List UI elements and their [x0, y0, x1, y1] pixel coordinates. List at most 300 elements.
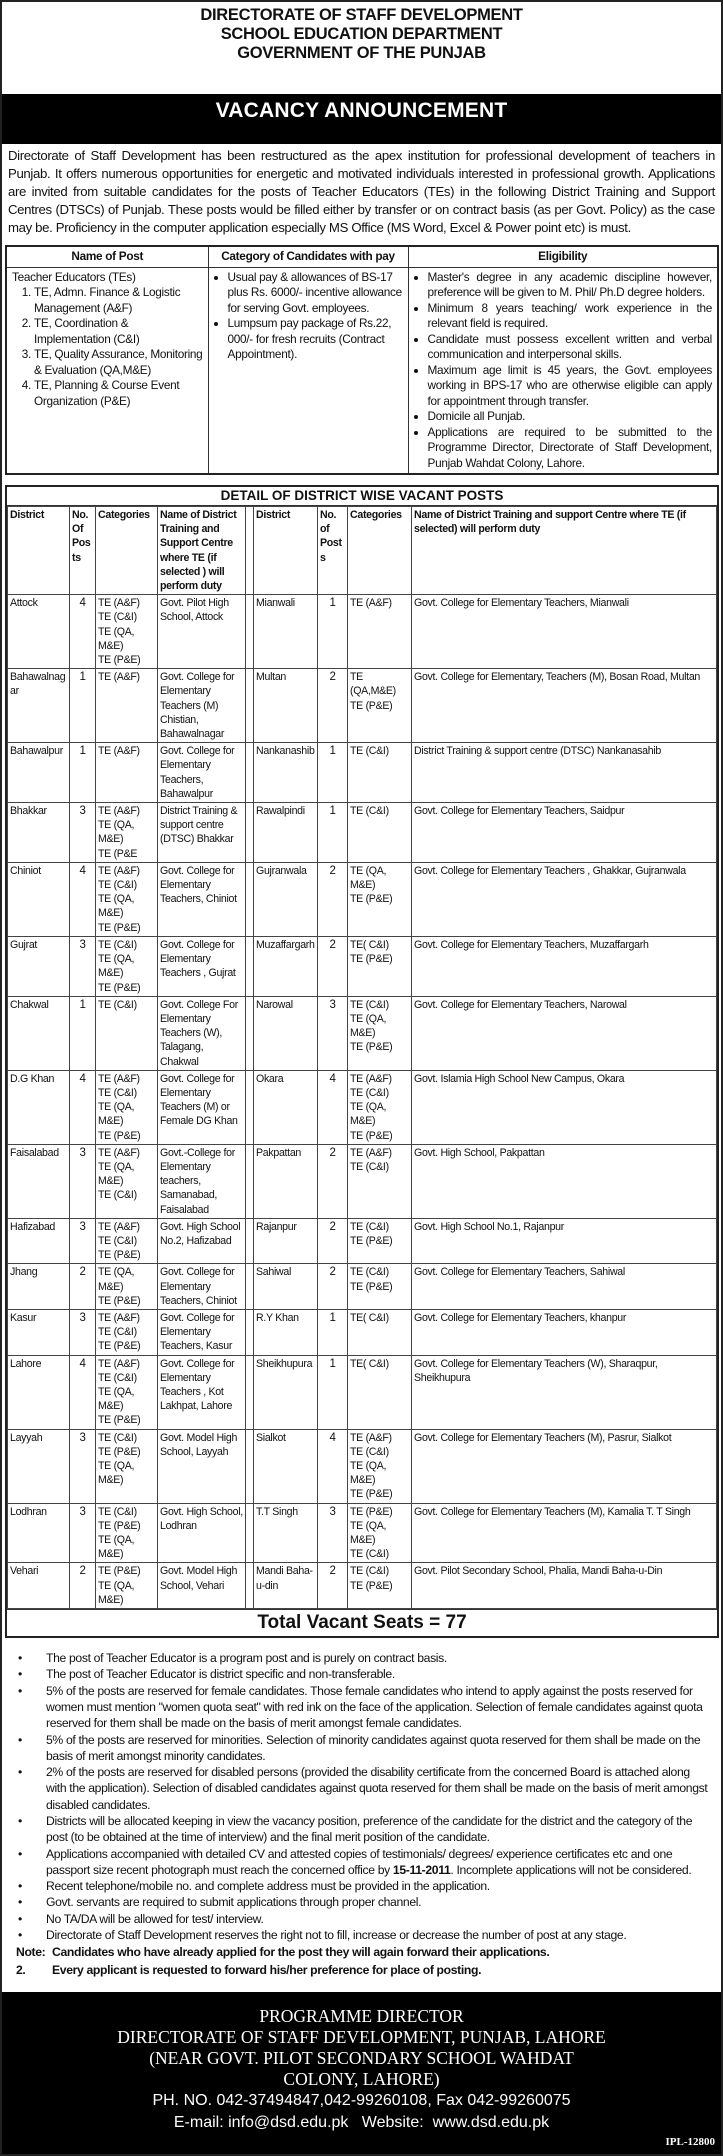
- categories: [348, 1264, 412, 1310]
- category: TE( C&I): [350, 1357, 389, 1370]
- categories: [96, 595, 158, 669]
- table-row: [8, 803, 717, 863]
- posts-count: 1: [318, 743, 348, 803]
- category: TE (P&E): [350, 1129, 393, 1142]
- training-centre: Govt. College for Elementary Teachers, Chiniot: [158, 862, 246, 936]
- training-centre: Govt.-College for Elementary teachers, Samanabad, Faisalabad: [158, 1144, 246, 1218]
- training-centre: Govt. College for Elementary Teachers , Gujrat: [158, 936, 246, 996]
- posts-count: 4: [70, 862, 96, 936]
- contact-footer: [2, 1992, 721, 2154]
- category: TE (C&I): [350, 1220, 389, 1233]
- category: TE (C&I): [98, 879, 137, 892]
- district-name: Chiniot: [8, 862, 70, 936]
- category: TE (P&E): [98, 921, 141, 934]
- district-name: Layyah: [8, 1429, 70, 1503]
- table-row: [8, 595, 717, 669]
- posts-count: 1: [70, 669, 96, 743]
- notes: [16, 1944, 711, 1978]
- category: TE (C&I): [350, 1086, 389, 1099]
- district-name: Faisalabad: [8, 1144, 70, 1218]
- condition-item: • No TA/DA will be allowed for test/ interview.: [16, 1911, 711, 1927]
- column-header: Name of District Training and support Centre where TE (if selected) will perform duty: [412, 507, 717, 595]
- district-name: Pakpattan: [254, 1144, 318, 1218]
- posts-count: 2: [318, 1264, 348, 1310]
- vacancy-banner: VACANCY ANNOUNCEMENT: [2, 94, 721, 144]
- district-table: [7, 506, 717, 1609]
- category: TE (P&E): [350, 1488, 393, 1501]
- pay-list: [214, 270, 403, 363]
- categories: [348, 1070, 412, 1144]
- training-centre: Govt. High School No.2, Hafizabad: [158, 1218, 246, 1264]
- category: TE (A&F): [98, 1220, 140, 1233]
- pay-item: • Lumpsum pay package of Rs.22, 000/- for fresh recruits (Contract Appointment).: [228, 316, 403, 363]
- categories: [348, 743, 412, 803]
- training-centre: Govt. High School No.1, Rajanpur: [412, 1218, 717, 1264]
- district-name: T.T Singh: [254, 1503, 318, 1563]
- spacer-cell: [246, 1355, 254, 1429]
- category: TE (QA, M&E): [98, 1101, 135, 1128]
- category: TE (P&E): [98, 1294, 141, 1307]
- district-name: Jhang: [8, 1264, 70, 1310]
- training-centre: Govt. College for Elementary Teachers (M), Kamalia T. T Singh: [412, 1503, 717, 1563]
- training-centre: Govt. College for Elementary Teachers, Sahiwal: [412, 1264, 717, 1310]
- post-item: 4. TE, Planning & Course Event Organization (P&E): [34, 378, 203, 409]
- category: TE (C&I): [350, 1266, 389, 1279]
- posts-count: 4: [70, 1355, 96, 1429]
- spacer-cell: [246, 803, 254, 863]
- category: TE (P&E): [350, 1505, 393, 1518]
- eligibility-item: • Master's degree in any academic discipline however, preference will be given to M. Phil/ Ph.D degree holders.: [428, 270, 713, 301]
- categories: [96, 1144, 158, 1218]
- posts-count: 4: [318, 1429, 348, 1503]
- posts-count: 3: [70, 1503, 96, 1563]
- posts-count: 1: [70, 996, 96, 1070]
- table-row: [8, 669, 717, 743]
- district-name: Bahawalnagar: [8, 669, 70, 743]
- category: TE (QA, M&E): [98, 1160, 135, 1188]
- category: TE (P&E): [98, 1519, 141, 1532]
- category: TE (QA, M&E): [350, 864, 387, 892]
- category: TE (A&F): [98, 1357, 140, 1370]
- categories: [96, 743, 158, 803]
- post-item: 3. TE, Quality Assurance, Monitoring & Evaluation (QA,M&E): [34, 347, 203, 378]
- training-centre: District Training & support centre (DTSC) Bhakkar: [158, 803, 246, 863]
- post-title: Teacher Educators (TEs): [12, 269, 136, 284]
- condition-item: • Applications accompanied with detailed CV and attested copies of testimonials/ degrees/ experience certificates etc and one passport size recent photograph must reach the concerned office by 15-11-2011. Incomplete applications will not be considered.: [16, 1846, 711, 1879]
- category: TE (A&F): [98, 745, 140, 758]
- posts-count: 1: [70, 743, 96, 803]
- column-header: Category of Candidates with pay: [208, 246, 408, 267]
- category: TE (QA, M&E): [98, 819, 135, 846]
- category: TE (A&F): [98, 864, 140, 877]
- category: TE (P&E): [350, 1234, 393, 1247]
- district-name: Bahawalpur: [8, 743, 70, 803]
- footer-phone: PH. NO. 042-37494847,042-99260108, Fax 042-99260075: [152, 2091, 571, 2109]
- posts-count: 1: [318, 595, 348, 669]
- ad-code: IPL-12800: [665, 2135, 715, 2148]
- spacer-cell: [246, 1264, 254, 1310]
- table-row: [8, 1563, 717, 1609]
- footer-org: DIRECTORATE OF STAFF DEVELOPMENT, PUNJAB, LAHORE: [117, 2026, 606, 2047]
- category: TE (C&I): [98, 998, 137, 1011]
- category: TE (C&I): [98, 938, 137, 951]
- posts-count: 3: [70, 1218, 96, 1264]
- district-name: Chakwal: [8, 996, 70, 1070]
- category: TE (P&E): [98, 1340, 141, 1353]
- table-row: [8, 1355, 717, 1429]
- category: TE (C&I): [350, 805, 389, 818]
- posts-count: 3: [70, 803, 96, 863]
- category: TE (A&F): [98, 805, 140, 818]
- categories: [348, 1309, 412, 1355]
- column-header: Name of Post: [6, 246, 208, 267]
- district-name: Muzaffargarh: [254, 936, 318, 996]
- department-name: SCHOOL EDUCATION DEPARTMENT: [220, 25, 503, 43]
- categories: [96, 1563, 158, 1609]
- district-table-title: DETAIL OF DISTRICT WISE VACANT POSTS: [7, 487, 717, 506]
- posts-count: 2: [70, 1264, 96, 1310]
- training-centre: District Training & support centre (DTSC) Nankanasahib: [412, 743, 717, 803]
- table-row: [8, 1429, 717, 1503]
- categories: [96, 1503, 158, 1563]
- eligibility-item: • Applications are required to be submitted to the Programme Director, Directorate of Staff Development, Punjab Wahdat Colony, Lahore.: [428, 425, 713, 472]
- category: TE (C&I): [98, 1371, 137, 1384]
- category: TE (P&E): [98, 654, 141, 667]
- column-header: Eligibility: [408, 246, 718, 267]
- column-header: No. Of Posts: [70, 507, 96, 595]
- category: TE (QA, M&E): [98, 953, 135, 980]
- categories: [96, 1070, 158, 1144]
- category: TE (C&I): [98, 611, 137, 624]
- table-row: [8, 996, 717, 1070]
- category: TE (A&F): [350, 1072, 392, 1085]
- spacer-cell: [246, 743, 254, 803]
- categories: [348, 669, 412, 743]
- posts-count: 3: [70, 1429, 96, 1503]
- category: TE (QA, M&E): [350, 1519, 387, 1547]
- categories: [96, 996, 158, 1070]
- category: TE (QA, M&E): [350, 1460, 387, 1487]
- table-row: [8, 1503, 717, 1563]
- spacer-cell: [246, 936, 254, 996]
- spacer-cell: [246, 996, 254, 1070]
- category: TE (QA, M&E): [98, 1534, 135, 1561]
- posts-count: 3: [70, 936, 96, 996]
- spacer-cell: [246, 1144, 254, 1218]
- post-list: [12, 285, 203, 409]
- district-name: Sahiwal: [254, 1264, 318, 1310]
- training-centre: Govt. Pilot High School, Attock: [158, 595, 246, 669]
- total-vacant-seats: Total Vacant Seats = 77: [7, 1609, 717, 1636]
- eligibility-table: [5, 245, 719, 475]
- categories: [348, 595, 412, 669]
- table-row: [8, 1144, 717, 1218]
- category: TE (P&E): [350, 699, 393, 712]
- table-row: [8, 1218, 717, 1264]
- categories: [96, 1429, 158, 1503]
- category: TE (P&E): [350, 1280, 393, 1293]
- deadline-date: 15-11-2011: [389, 1862, 451, 1877]
- eligibility-item: • Candidate must possess excellent written and verbal communication and interpersonal skills.: [428, 332, 713, 363]
- posts-count: 2: [318, 1144, 348, 1218]
- column-header: No. of Posts: [318, 507, 348, 595]
- training-centre: Govt. College for Elementary Teachers, Chiniot: [158, 1264, 246, 1310]
- category: TE (QA, M&E): [98, 1385, 135, 1413]
- district-name: Rajanpur: [254, 1218, 318, 1264]
- category: TE (C&I): [350, 1565, 389, 1578]
- categories: [96, 1309, 158, 1355]
- condition-item: • Districts will be allocated keeping in view the vacancy position, preference of the candidate for the district and the category of the post (to be obtained at the time of interview) and the final merit position of the candidate.: [16, 1813, 711, 1846]
- category: TE (P&E): [98, 1565, 141, 1578]
- district-name: D.G Khan: [8, 1070, 70, 1144]
- category: TE (P&E): [350, 953, 393, 966]
- posts-count: 4: [70, 1070, 96, 1144]
- district-name: Multan: [254, 669, 318, 743]
- district-name: Sheikhupura: [254, 1355, 318, 1429]
- posts-count: 2: [318, 862, 348, 936]
- category: TE (A&F): [98, 1146, 140, 1159]
- categories: [96, 862, 158, 936]
- condition-item: • 5% of the posts are reserved for minorities. Selection of minority candidates against quota reserved for them shall be made on the basis of merit amongst minority candidates.: [16, 1732, 711, 1765]
- footer-address-2: COLONY, LAHORE): [283, 2068, 440, 2089]
- district-name: Hafizabad: [8, 1218, 70, 1264]
- district-name: Attock: [8, 595, 70, 669]
- training-centre: Govt. College For Elementary Teachers (W), Talagang, Chakwal: [158, 996, 246, 1070]
- eligibility-cell: [408, 267, 718, 474]
- condition-item: • Recent telephone/mobile no. and complete address must be provided in the application.: [16, 1878, 711, 1894]
- training-centre: Govt. High School, Pakpattan: [412, 1144, 717, 1218]
- district-name: Narowal: [254, 996, 318, 1070]
- spacer-cell: [246, 1218, 254, 1264]
- categories: [96, 936, 158, 996]
- district-name: Lodhran: [8, 1503, 70, 1563]
- posts-count: 2: [70, 1563, 96, 1609]
- category: TE (P&E): [98, 1249, 141, 1262]
- categories: [348, 1218, 412, 1264]
- category: TE (A&F): [98, 671, 140, 684]
- training-centre: Govt. College for Elementary Teachers, Saidpur: [412, 803, 717, 863]
- category: TE (C&I): [350, 1548, 389, 1561]
- column-header: Categories: [96, 507, 158, 595]
- note-label: Note:: [16, 1945, 46, 1960]
- categories: [348, 1355, 412, 1429]
- category: TE (A&F): [98, 1311, 140, 1324]
- conditions-list: [16, 1650, 711, 1943]
- posts-count: 4: [70, 595, 96, 669]
- column-header: District: [8, 507, 70, 595]
- training-centre: Govt. College for Elementary Teachers (W), Sharaqpur, Sheikhupura: [412, 1355, 717, 1429]
- training-centre: Govt. Pilot Secondary School, Phalia, Mandi Baha-u-Din: [412, 1563, 717, 1609]
- category: TE (P&E): [98, 1414, 141, 1427]
- category: TE (QA, M&E): [98, 1579, 135, 1606]
- posts-count: 1: [318, 1309, 348, 1355]
- category: TE (A&F): [350, 1431, 392, 1444]
- categories: [96, 1355, 158, 1429]
- posts-count: 2: [318, 669, 348, 743]
- category: TE (C&I): [98, 1326, 137, 1339]
- pay-cell: [208, 267, 408, 474]
- category: TE (A&F): [350, 597, 392, 610]
- training-centre: Govt. College for Elementary Teachers , Kot Lakhpat, Lahore: [158, 1355, 246, 1429]
- categories: [348, 1563, 412, 1609]
- district-name: Kasur: [8, 1309, 70, 1355]
- category: TE (C&I): [350, 1160, 389, 1173]
- training-centre: Govt. Model High School, Layyah: [158, 1429, 246, 1503]
- categories: [348, 1144, 412, 1218]
- category: TE (C&I): [98, 1505, 137, 1518]
- training-centre: Govt. College for Elementary Teachers, Muzaffargarh: [412, 936, 717, 996]
- footer-contact: E-mail: info@dsd.edu.pk Website: www.dsd.edu.pk: [173, 2113, 550, 2131]
- district-name: Rawalpindi: [254, 803, 318, 863]
- category: TE (P&E): [98, 1445, 141, 1458]
- footer-address: (NEAR GOVT. PILOT SECONDARY SCHOOL WAHDAT: [149, 2047, 574, 2068]
- category: TE (P&E): [98, 981, 141, 994]
- district-name: R.Y Khan: [254, 1309, 318, 1355]
- training-centre: Govt. College for Elementary Teachers , Ghakkar, Gujranwala: [412, 862, 717, 936]
- training-centre: Govt. College for Elementary Teachers (M) or Female DG Khan: [158, 1070, 246, 1144]
- category: TE (A&F): [350, 1146, 392, 1159]
- category: TE (P&E): [350, 893, 393, 906]
- category: TE (C&I): [98, 1431, 137, 1444]
- category: TE (C&I): [98, 1234, 137, 1247]
- eligibility-item: • Domicile all Punjab.: [428, 409, 713, 425]
- district-name: Nankanashib: [254, 743, 318, 803]
- training-centre: Govt. Islamia High School New Campus, Okara: [412, 1070, 717, 1144]
- condition-item: • 5% of the posts are reserved for female candidates. Those female candidates who intend to apply against the posts reserved for women must mention "women quota seat" with red ink on the face of the application. Selection of female candidates against quota reserved for them shall be made on the basis of merit amongst female candidates.: [16, 1683, 711, 1732]
- posts-count: 4: [318, 1070, 348, 1144]
- pay-item: • Usual pay & allowances of BS-17 plus Rs. 6000/- incentive allowance for serving Govt. employees.: [228, 270, 403, 317]
- eligibility-item: • Minimum 8 years teaching/ work experience in the relevant field is required.: [428, 301, 713, 332]
- district-name: Gujrat: [8, 936, 70, 996]
- intro-paragraph: Directorate of Staff Development has been restructured as the apex institution for professional development of teachers in Punjab. It offers numerous opportunities for energetic and motivated individuals interested in professional growth. Applications are invited from suitable candidates for the posts of Teacher Educators (TEs) in the following District Training and Support Centres (DTSCs) of Punjab. These posts would be filled either by transfer or on contract basis (as per Govt. Policy) as the case may be. Proficiency in the computer application especially MS Office (MS Word, Excel & Power point etc) is must.: [8, 148, 715, 235]
- spacer-cell: [246, 1070, 254, 1144]
- category: TE (QA, M&E): [98, 893, 135, 920]
- category: TE (QA, M&E): [98, 625, 135, 652]
- post-item: 1. TE, Admn. Finance & Logistic Management (A&F): [34, 285, 203, 316]
- category: TE (P&E: [98, 847, 138, 860]
- eligibility-item: • Maximum age limit is 45 years, the Govt. employees working in BPS-17 who are otherwise eligible can apply for appointment through transfer.: [428, 363, 713, 410]
- categories: [348, 936, 412, 996]
- district-table-section: [5, 485, 719, 1638]
- category: TE (QA, M&E): [98, 1266, 135, 1293]
- category: TE (C&I): [98, 1189, 137, 1202]
- training-centre: Govt. College for Elementary Teachers (M) Chistian, Bahawalnagar: [158, 669, 246, 743]
- category: TE (C&I): [350, 745, 389, 758]
- training-centre: Govt. College for Elementary Teachers, Mianwali: [412, 595, 717, 669]
- table-row: [8, 1309, 717, 1355]
- condition-item: • The post of Teacher Educator is district specific and non-transferable.: [16, 1666, 711, 1682]
- categories: [348, 996, 412, 1070]
- footer-title: PROGRAMME DIRECTOR: [259, 2005, 464, 2026]
- category: TE (A&F): [98, 1072, 140, 1085]
- category: TE( C&I): [350, 1311, 389, 1324]
- category: TE (QA,M&E): [350, 671, 396, 698]
- district-name: Vehari: [8, 1563, 70, 1609]
- training-centre: Govt. College for Elementary Teachers, Bahawalpur: [158, 743, 246, 803]
- category: TE (P&E): [350, 1579, 393, 1592]
- posts-count: 1: [318, 1355, 348, 1429]
- condition-item: • The post of Teacher Educator is a program post and is purely on contract basis.: [16, 1650, 711, 1666]
- eligibility-list: [414, 270, 713, 472]
- training-centre: Govt. College for Elementary, Teachers (M), Bosan Road, Multan: [412, 669, 717, 743]
- district-name: Mandi Baha-u-din: [254, 1563, 318, 1609]
- column-header: Categories: [348, 507, 412, 595]
- table-row: [8, 743, 717, 803]
- categories: [348, 1503, 412, 1563]
- category: TE (C&I): [98, 1086, 137, 1099]
- categories: [96, 1218, 158, 1264]
- posts-count: 3: [70, 1309, 96, 1355]
- posts-count: 2: [318, 1218, 348, 1264]
- table-row: [8, 936, 717, 996]
- category: TE (A&F): [98, 597, 140, 610]
- table-row: [8, 1264, 717, 1310]
- training-centre: Govt. College for Elementary Teachers, khanpur: [412, 1309, 717, 1355]
- spacer-cell: [246, 862, 254, 936]
- posts-count: 2: [318, 936, 348, 996]
- note-item: [16, 1962, 711, 1978]
- column-header: Name of District Training and Support Centre where TE (if selected ) will perform duty: [158, 507, 246, 595]
- category: TE (C&I): [350, 1445, 389, 1458]
- district-name: Gujranwala: [254, 862, 318, 936]
- spacer-cell: [246, 1503, 254, 1563]
- category: TE (P&E): [98, 1129, 141, 1142]
- training-centre: Govt. College for Elementary Teachers, Kasur: [158, 1309, 246, 1355]
- spacer-cell: [246, 669, 254, 743]
- condition-item: • 2% of the posts are reserved for disabled persons (provided the disability certificate from the concerned Board is attached along with the application). Selection of disabled candidates against quota reserved for them shall be made on the basis of merit amongst disabled candidates.: [16, 1764, 711, 1813]
- categories: [96, 1264, 158, 1310]
- posts-count: 2: [318, 1563, 348, 1609]
- spacer-cell: [246, 595, 254, 669]
- posts-count: 3: [318, 996, 348, 1070]
- category: TE (P&E): [350, 1041, 393, 1054]
- spacer-cell: [246, 1429, 254, 1503]
- spacer-cell: [246, 1309, 254, 1355]
- categories: [348, 862, 412, 936]
- government-name: GOVERNMENT OF THE PUNJAB: [237, 44, 486, 62]
- header: [2, 2, 721, 94]
- category: TE (C&I): [350, 998, 389, 1011]
- post-item: 2. TE, Coordination & Implementation (C&I): [34, 316, 203, 347]
- district-name: Lahore: [8, 1355, 70, 1429]
- training-centre: Govt. Model High School, Vehari: [158, 1563, 246, 1609]
- district-name: Sialkot: [254, 1429, 318, 1503]
- note-label: 2.: [16, 1962, 26, 1977]
- column-header: District: [254, 507, 318, 595]
- note-text: Candidates who have already applied for the post they will again forward their applications.: [52, 1945, 550, 1960]
- posts-count: 3: [318, 1503, 348, 1563]
- note-item: [16, 1944, 711, 1960]
- condition-item: • Directorate of Staff Development reserves the right not to fill, increase or decrease the number of post at any stage.: [16, 1927, 711, 1943]
- training-centre: Govt. High School, Lodhran: [158, 1503, 246, 1563]
- spacer-cell: [246, 1563, 254, 1609]
- posts-count: 3: [70, 1144, 96, 1218]
- condition-item: • Govt. servants are required to submit applications through proper channel.: [16, 1894, 711, 1910]
- category: TE (QA, M&E): [350, 1012, 387, 1040]
- categories: [96, 803, 158, 863]
- post-cell: [6, 267, 208, 474]
- district-name: Okara: [254, 1070, 318, 1144]
- org-name: DIRECTORATE OF STAFF DEVELOPMENT: [200, 6, 523, 24]
- training-centre: Govt. College for Elementary Teachers (M), Pasrur, Sialkot: [412, 1429, 717, 1503]
- categories: [348, 803, 412, 863]
- table-row: [8, 1070, 717, 1144]
- categories: [96, 669, 158, 743]
- district-name: Bhakkar: [8, 803, 70, 863]
- category: TE (QA, M&E): [98, 1460, 135, 1487]
- posts-count: 1: [318, 803, 348, 863]
- conditions-section: [2, 1638, 721, 1992]
